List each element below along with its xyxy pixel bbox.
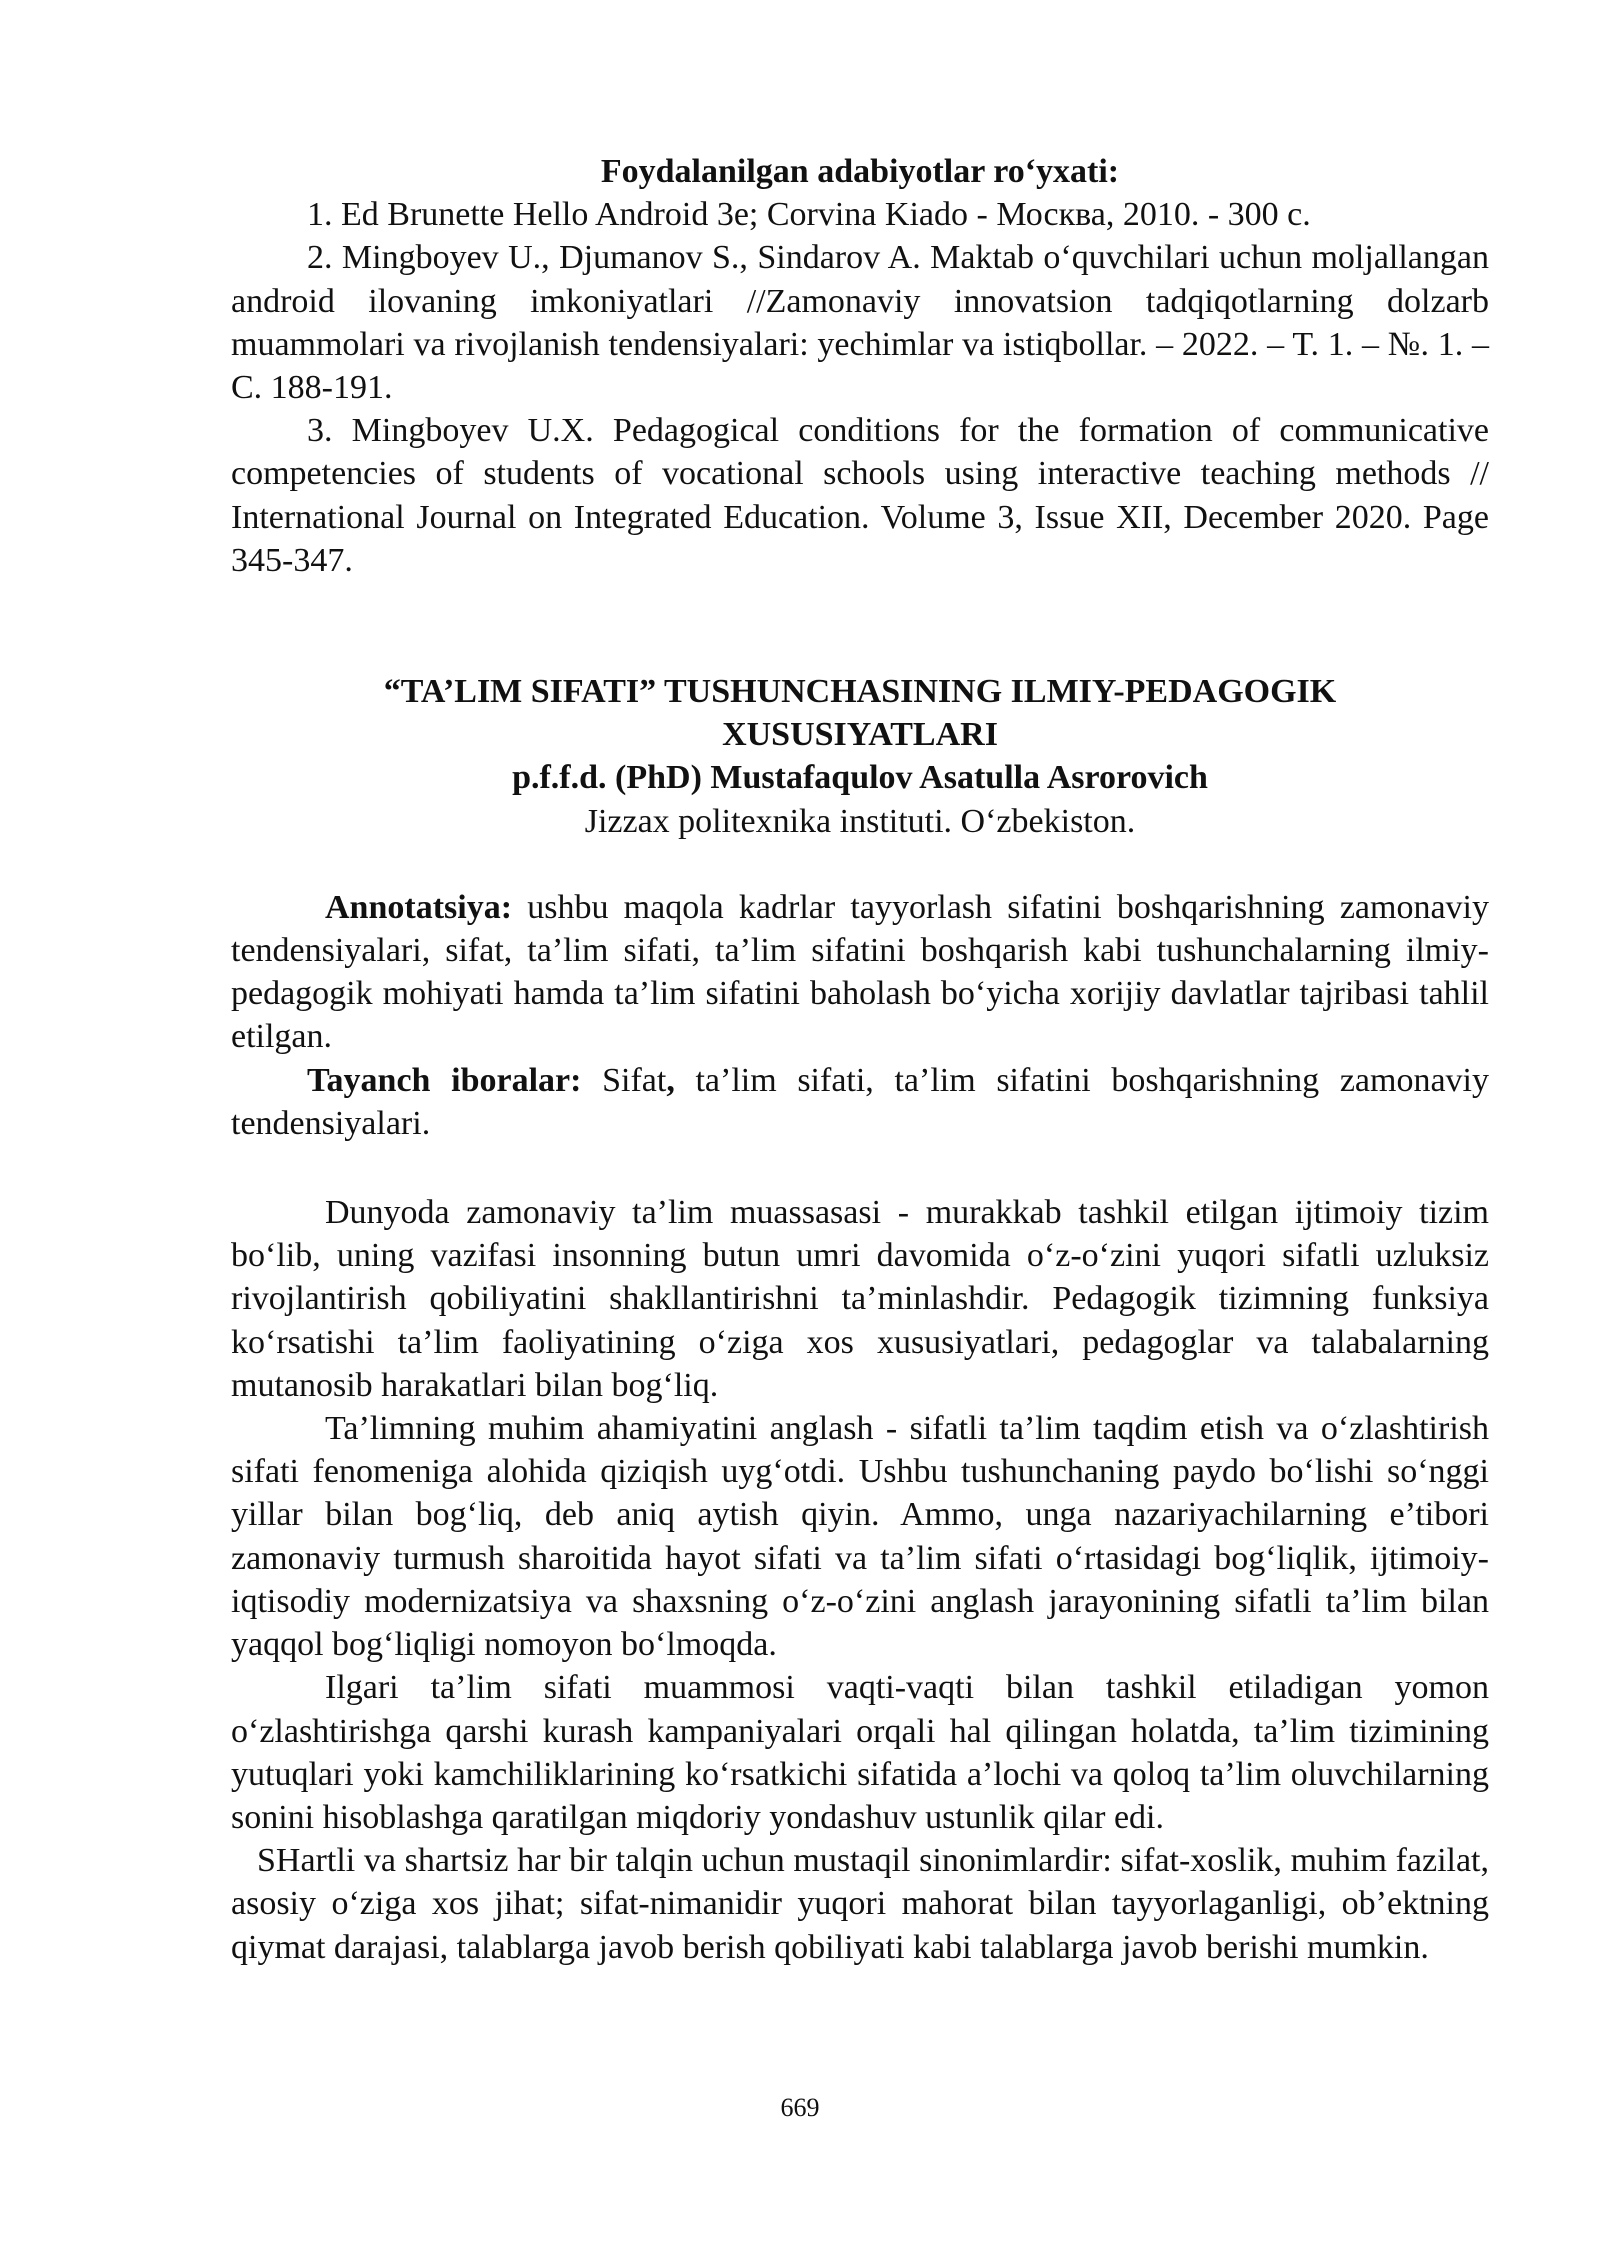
body-paragraph-4: SHartli va shartsiz har bir talqin uchun mustaqil sinonimlardir: sifat-xoslik, muhim fazilat, asosiy o‘ziga xos jihat; sifat-nimanidir yuqori mahorat bilan tayyorlaganligi, ob’ektning qiymat darajasi, talablarga javob berish qobiliyati kabi talablarga javob berishi mumkin. [231, 1842, 1489, 1966]
reference-item-2: 2. Mingboyev U., Djumanov S., Sindarov A. Maktab o‘quvchilari uchun moljallangan android ilovaning imkoniyatlari //Zamonaviy innovatsion tadqiqotlarning dolzarb muammolari va rivojlanish tendensiyalari: yechimlar va istiqbollar. – 2022. – T. 1. – №. 1. – C. 188-191. [231, 239, 1489, 407]
article-title-line-1: “TA’LIM SIFATI” TUSHUNCHASINING ILMIY-PEDAGOGIK [383, 673, 1337, 711]
page-content [231, 150, 1489, 1969]
reference-item-3: 3. Mingboyev U.X. Pedagogical conditions for the formation of communicative competencies of students of vocational schools using interactive teaching methods // International Journal on Integrated Education. Volume 3, Issue XII, December 2020. Page 345-347. [231, 412, 1489, 579]
keywords-first: Sifat [581, 1061, 667, 1099]
keywords-rest: ta’lim sifati, ta’lim sifatini boshqarishning zamonaviy tendensiyalari. [231, 1061, 1489, 1142]
article-affiliation: Jizzax politexnika instituti. O‘zbekiston. [584, 802, 1136, 840]
references-title: Foydalanilgan adabiyotlar ro‘yxati: [600, 153, 1120, 190]
reference-item-1: 1. Ed Brunette Hello Android 3e; Corvina Kiado - Москва, 2010. - 300 с. [307, 196, 1311, 234]
article-title-line-2: XUSUSIYATLARI [722, 716, 998, 754]
body-paragraph-1: Dunyoda zamonaviy ta’lim muassasasi - murakkab tashkil etilgan ijtimoiy tizim bo‘lib, uning vazifasi insonning butun umri davomida o‘z-o‘zini yuqori sifatli uzluksiz rivojlantirish qobiliyatini shakllantirishni ta’minlashdir. Pedagogik tizimning funksiya ko‘rsatishi ta’lim faoliyatining o‘ziga xos xususiyatlari, pedagoglar va talabalarning mutanosib harakatlari bilan bog‘liq. [231, 1194, 1489, 1404]
keywords-label: Tayanch iboralar: [307, 1061, 582, 1099]
annotation-label: Annotatsiya: [325, 888, 513, 926]
page-number: 669 [780, 2093, 820, 2122]
article-author: p.f.f.d. (PhD) Mustafaqulov Asatulla Asrorovich [512, 759, 1208, 797]
annotation-spacer [231, 843, 1489, 886]
body-spacer [231, 1145, 1489, 1191]
body-paragraph-2: Ta’limning muhim ahamiyatini anglash - sifatli ta’lim taqdim etish va o‘zlashtirish sifati fenomeniga alohida qiziqish uyg‘otdi. Ushbu tushunchaning paydo bo‘lishi so‘nggi yillar bilan bog‘liq, deb aniq aytish qiyin. Ammo, unga nazariyachilarning e’tibori zamonaviy turmush sharoitida hayot sifati va ta’lim sifati o‘rtasidagi bog‘liqlik, ijtimoiy-iqtisodiy modernizatsiya va shaxsning o‘z-o‘zini anglash jarayonining sifatli ta’lim bilan yaqqol bog‘liqligi nomoyon bo‘lmoqda. [231, 1410, 1489, 1664]
annotation [231, 886, 1489, 1059]
annotation-text: ushbu maqola kadrlar tayyorlash sifatini boshqarishning zamonaviy tendensiyalari, sifat, ta’lim sifati, ta’lim sifatini boshqarish kabi tushunchalarning ilmiy-pedagogik mohiyati hamda ta’lim sifatini baholash bo‘yicha xorijiy davlatlar tajribasi tahlil etilgan. [231, 888, 1489, 1056]
keywords [231, 1059, 1489, 1145]
keywords-comma: , [666, 1061, 675, 1099]
section-spacer [231, 582, 1489, 670]
body-paragraph-3: Ilgari ta’lim sifati muammosi vaqti-vaqti bilan tashkil etiladigan yomon o‘zlashtirishga qarshi kurash kampaniyalari orqali hal qilingan holatda, ta’lim tizimining yutuqlari yoki kamchiliklarining ko‘rsatkichi sifatida a’lochi va qoloq ta’lim oluvchilarning sonini hisoblashga qaratilgan miqdoriy yondashuv ustunlik qilar edi. [231, 1669, 1489, 1836]
